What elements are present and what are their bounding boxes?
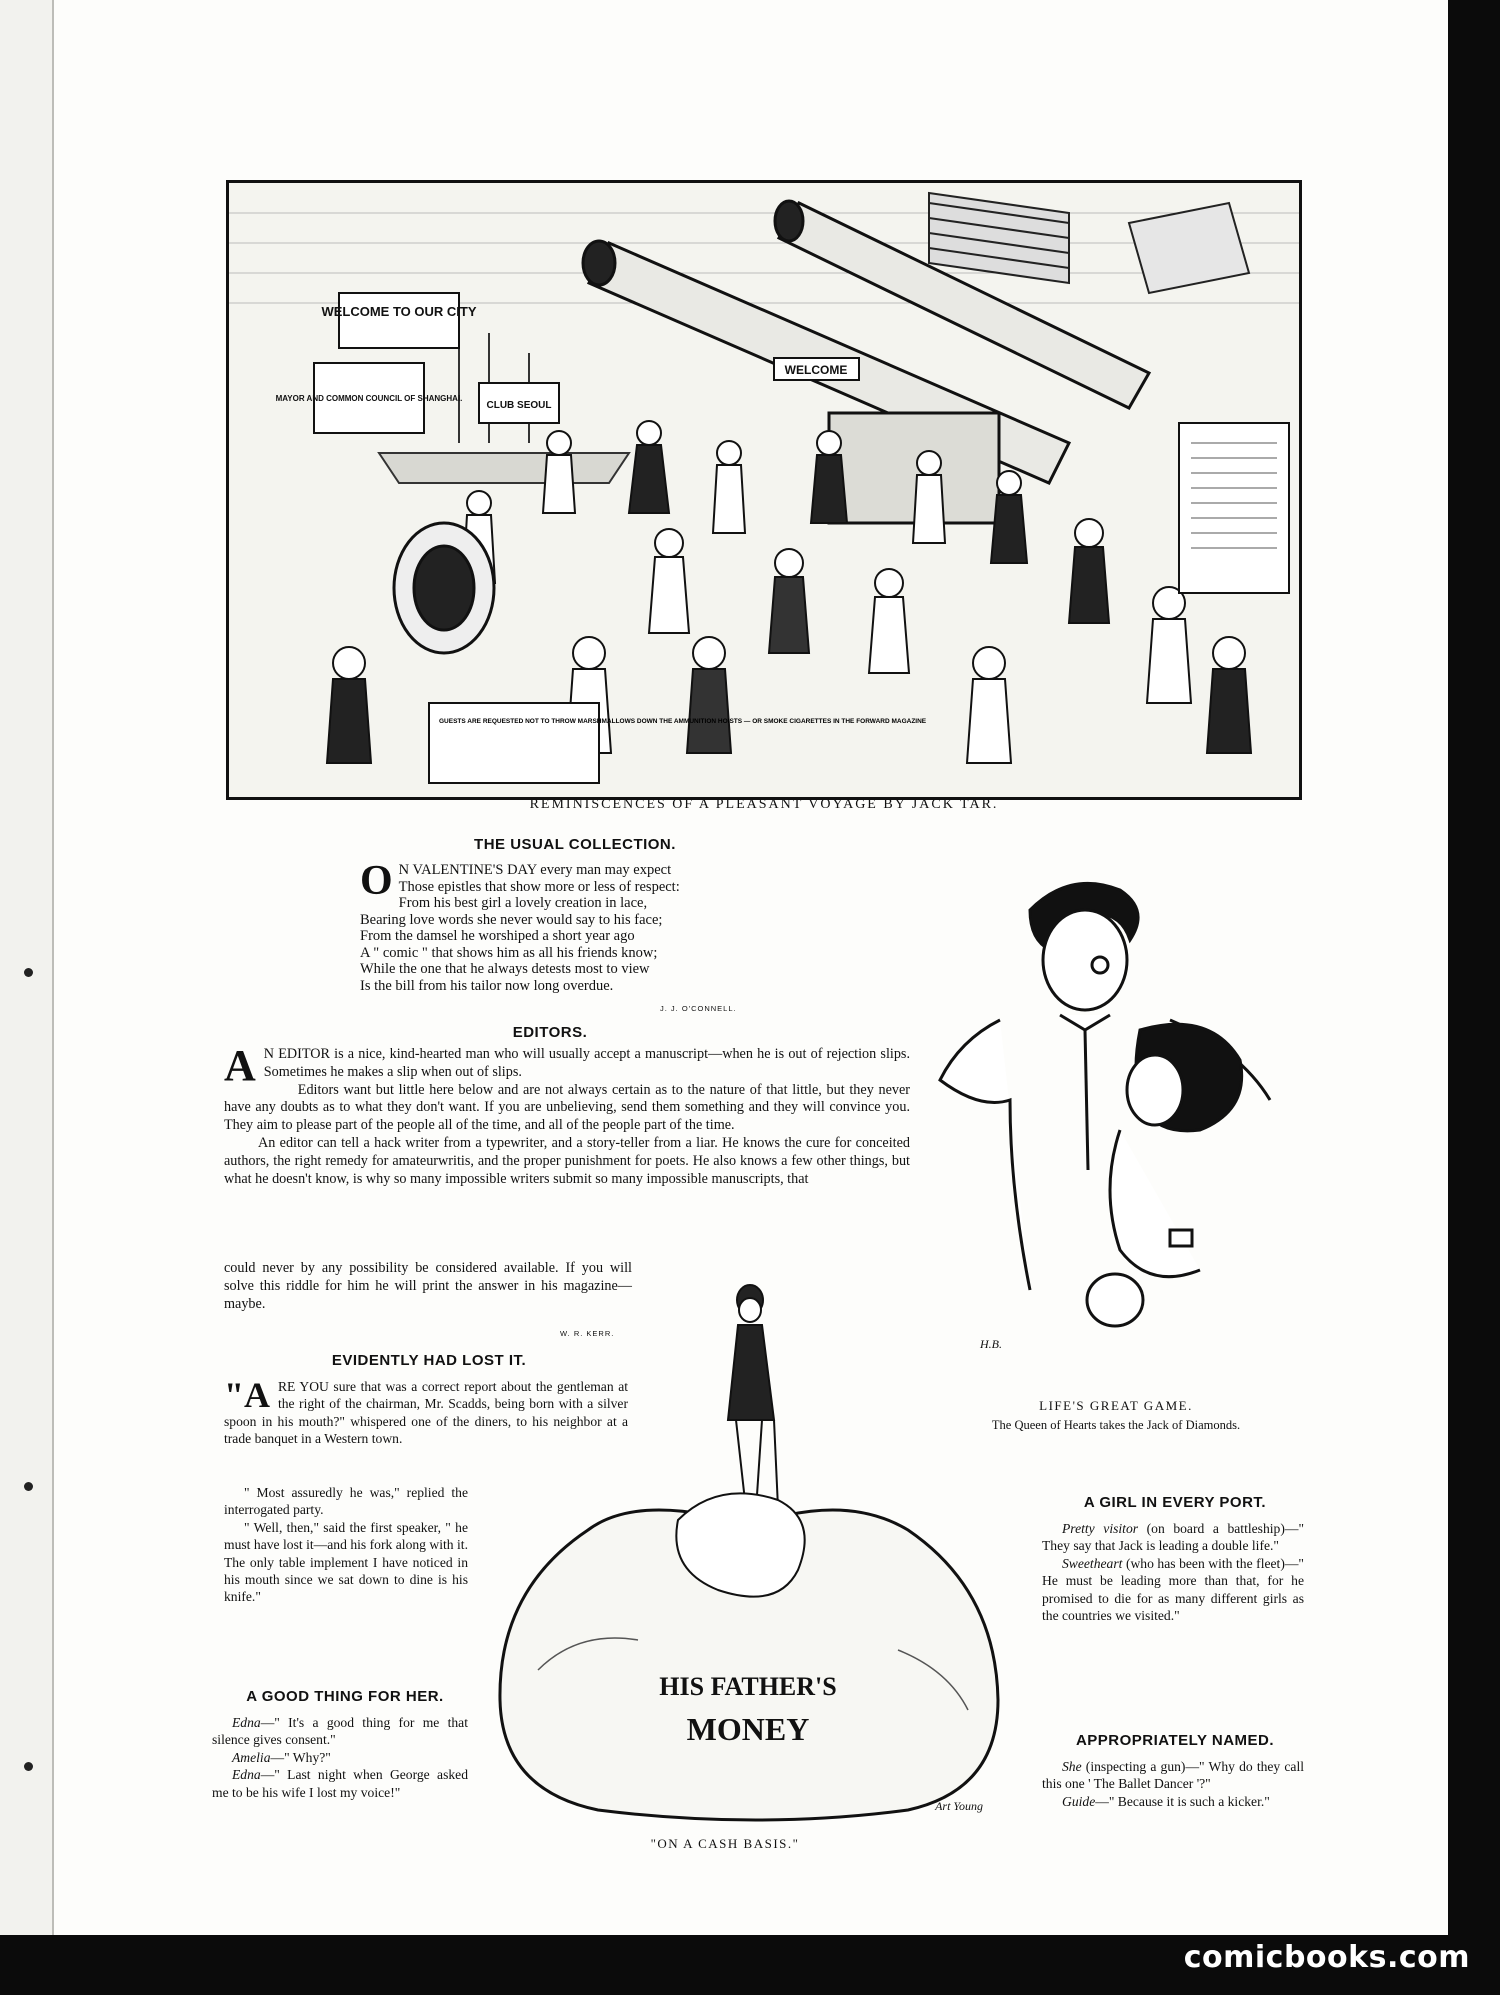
girl-every-port-title: A GIRL IN EVERY PORT. — [1083, 1494, 1267, 1511]
poem-line: Is the bill from his tailor now long overdue. — [360, 977, 614, 994]
sweetheart-line: (who has been with the fleet)—" He must be leading more than that, for he promised to die for as many different girls as the countries we visited." — [1042, 1555, 1304, 1624]
sign-guests-notice: GUESTS ARE REQUESTED NOT TO THROW MARSHMALLOWS DOWN THE AMMUNITION HOISTS — OR SMOKE CIGARETTES IN THE FORWARD MAGAZINE — [439, 718, 927, 725]
lost-it-title: EVIDENTLY HAD LOST IT. — [331, 1352, 527, 1369]
battleship-deck-illustration — [226, 180, 1302, 800]
speaker-pretty-visitor: Pretty visitor — [1062, 1521, 1139, 1536]
editors-paragraph-3-end: could never by any possibility be considered available. If you will solve this riddle for him he will print the answer in his magazine—maybe. — [224, 1260, 632, 1312]
poem-line: A " comic " that shows him as all his friends know; — [360, 944, 658, 961]
good-thing-article — [212, 1714, 468, 1801]
speaker-amelia: Amelia — [232, 1749, 271, 1765]
great-game-subcaption: The Queen of Hearts takes the Jack of Diamonds. — [991, 1418, 1241, 1432]
good-thing-title: A GOOD THING FOR HER. — [246, 1688, 444, 1705]
lost-it-paragraph-2: " Most assuredly he was," replied the interrogated party. — [224, 1485, 468, 1518]
site-watermark: comicbooks.com — [1183, 1940, 1470, 1975]
great-game-cartoon — [920, 870, 1320, 1370]
sign-welcome: WELCOME — [784, 363, 848, 377]
poem-line: Those epistles that show more or less of respect: — [398, 878, 680, 895]
bag-text-money: MONEY — [686, 1711, 810, 1747]
speaker-guide: Guide — [1062, 1793, 1096, 1809]
appropriately-named-article — [1042, 1758, 1304, 1810]
page-fold-line — [52, 0, 54, 1935]
deck-scene-drawing — [229, 183, 1299, 797]
visitor-line: (on board a battleship)—" They say that Jack is leading a double life." — [1042, 1521, 1304, 1554]
lost-it-dropcap: "A — [224, 1375, 270, 1415]
editors-paragraph-3: An editor can tell a hack writer from a typewriter, and a story-teller from a liar. He knows the cure for conceited authors, the right remedy for amateurwritis, and the proper punishment for poets. He also knows a few other things, but what he doesn't know, is why so many impossible writers submit so many impossible manuscripts, that — [224, 1134, 910, 1187]
amelia-line: —" Why?" — [270, 1749, 331, 1765]
bag-text-his-fathers: HIS FATHER'S — [659, 1672, 837, 1701]
sign-mayor: MAYOR AND COMMON COUNCIL OF SHANGHAI. — [275, 394, 463, 403]
binding-hole — [24, 1482, 33, 1491]
poem-line: From the damsel he worshiped a short year ago — [360, 928, 635, 944]
lost-it-paragraph-1: RE YOU sure that was a correct report about the gentleman at the right of the chairman, Mr. Scadds, being born with a silver spoon in his mouth?" whispered one of the diners, to his neighbor at a trade banquet in a Western town. — [224, 1379, 628, 1447]
usual-collection-poem — [360, 858, 790, 994]
binding-hole — [24, 968, 33, 977]
usual-collection-byline: J. J. O'CONNELL. — [660, 1004, 737, 1013]
sign-welcome-city: WELCOME TO OUR CITY — [321, 304, 477, 319]
guide-line: —" Because it is such a kicker." — [1095, 1793, 1270, 1809]
speaker-she: She — [1062, 1759, 1082, 1774]
editors-byline: W. R. KERR. — [560, 1329, 615, 1338]
cash-basis-caption: "ON A CASH BASIS." — [650, 1836, 800, 1851]
editors-title: EDITORS. — [512, 1024, 588, 1041]
speaker-edna: Edna — [232, 1767, 261, 1783]
queen-jack-drawing — [920, 870, 1320, 1370]
poem-line: Bearing love words she never would say to his face; — [360, 911, 663, 928]
poem-dropcap: O — [360, 858, 393, 904]
poem-line: N VALENTINE'S DAY every man may expect — [398, 862, 672, 878]
appropriately-named-title: APPROPRIATELY NAMED. — [1075, 1732, 1275, 1749]
speaker-edna: Edna — [232, 1715, 261, 1730]
edna-line-2: —" Last night when George asked me to be his wife I lost my voice!" — [212, 1767, 468, 1800]
editors-paragraph-1: N EDITOR is a nice, kind-hearted man who will usually accept a manuscript—when he is out of rejection slips. Sometimes he makes a slip when out of slips. — [263, 1046, 910, 1080]
lost-it-paragraph-3: " Well, then," said the first speaker, " he must have lost it—and his fork along with it. The only table implement I have noticed in his mouth since we sat down to dine is his knife." — [224, 1519, 468, 1605]
usual-collection-title: THE USUAL COLLECTION. — [474, 836, 676, 853]
sign-club: CLUB SEOUL — [486, 400, 552, 411]
editors-paragraph-2: Editors want but little here below and are not always certain as to the nature of that little, but they never have any doubts as to what they don't want. If you are unbelieving, send them something and they will convince you. They aim to please part of the people all of the time, and all of the people part of the time. — [224, 1081, 910, 1134]
poem-line: From his best girl a lovely creation in lace, — [398, 895, 648, 911]
girl-every-port-article — [1042, 1520, 1304, 1624]
speaker-sweetheart: Sweetheart — [1062, 1555, 1123, 1571]
she-line: (inspecting a gun)—" Why do they call this one ' The Ballet Dancer '?" — [1042, 1759, 1304, 1792]
editors-article — [224, 1041, 910, 1188]
artist-signature: Art Young — [935, 1799, 983, 1813]
artist-signature-hb: H.B. — [980, 1337, 1002, 1351]
great-game-caption: LIFE'S GREAT GAME. — [1039, 1398, 1193, 1413]
edna-line-1: —" It's a good thing for me that silence gives consent." — [212, 1715, 468, 1748]
editors-dropcap: A — [224, 1041, 256, 1090]
poem-line: While the one that he always detests most to view — [360, 961, 650, 977]
binding-hole — [24, 1762, 33, 1771]
top-illustration-caption: REMINISCENCES OF A PLEASANT VOYAGE BY JACK TAR. — [529, 797, 999, 812]
lost-it-article-cont — [224, 1484, 468, 1606]
